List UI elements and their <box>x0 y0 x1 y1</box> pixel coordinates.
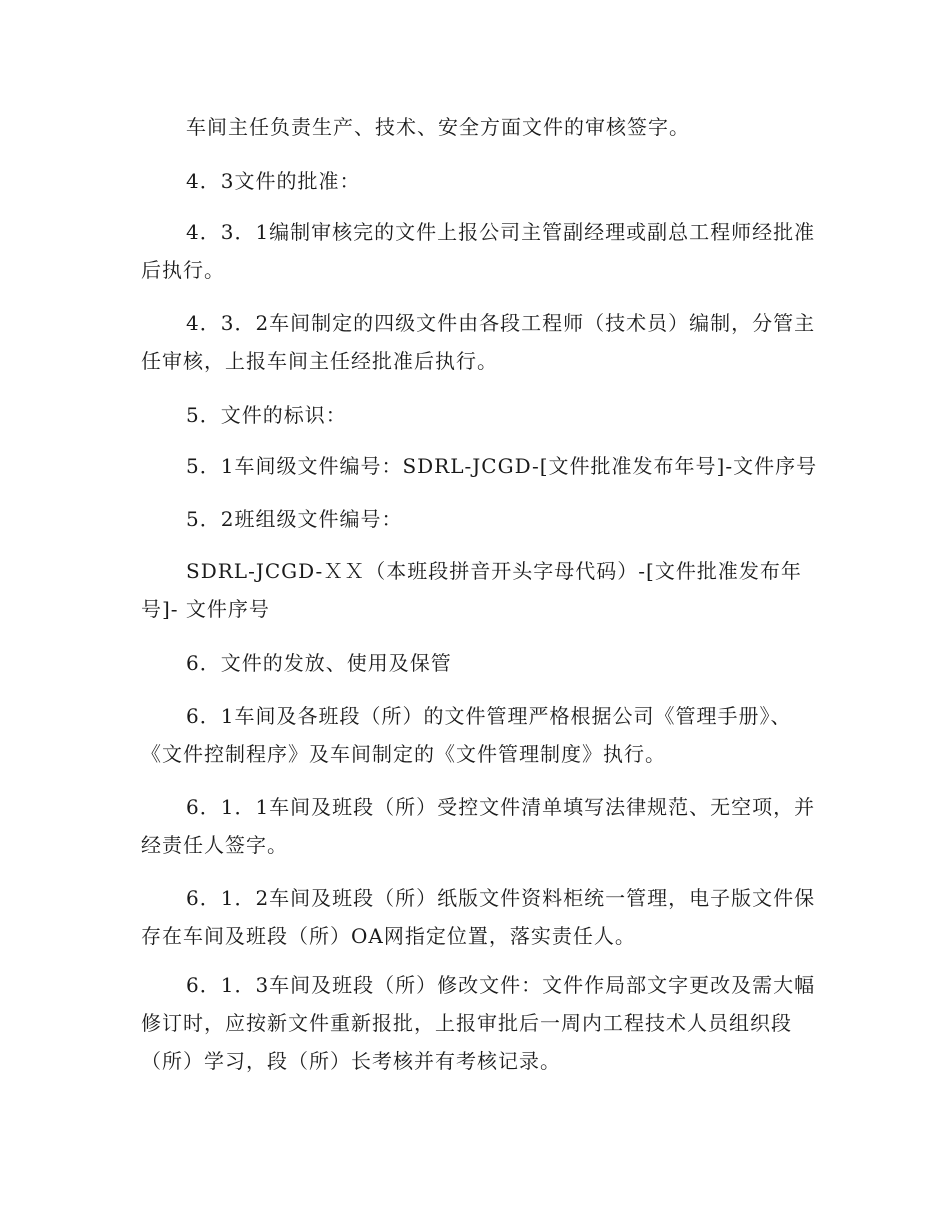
paragraph-6-1-3: 6．1．3车间及班段（所）修改文件：文件作局部文字更改及需大幅修订时，应按新文件重新报批，上报审批后一周内工程技术人员组织段（所）学习，段（所）长考核并有考核记录。 <box>141 973 816 1073</box>
paragraph-6-1-2: 6．1．2车间及班段（所）纸版文件资料柜统一管理，电子版文件保存在车间及班段（所）OA网指定位置，落实责任人。 <box>141 886 816 948</box>
paragraph-4-3-2: 4．3．2车间制定的四级文件由各段工程师（技术员）编制，分管主任审核，上报车间主任经批准后执行。 <box>141 311 816 373</box>
paragraph-4-3-1: 4．3．1编制审核完的文件上报公司主管副经理或副总工程师经批准后执行。 <box>141 220 816 282</box>
paragraph-6-1: 6．1车间及各班段（所）的文件管理严格根据公司《管理手册》、《文件控制程序》及车间制定的《文件管理制度》执行。 <box>141 704 792 766</box>
heading-6-distribution: 6．文件的发放、使用及保管 <box>186 651 452 675</box>
paragraph-6-1-1: 6．1．1车间及班段（所）受控文件清单填写法律规范、无空项，并经责任人签字。 <box>141 795 816 857</box>
paragraph-review-signature: 车间主任负责生产、技术、安全方面文件的审核签字。 <box>186 115 690 139</box>
paragraph-5-1: 5．1车间级文件编号：SDRL-JCGD-[文件批准发布年号]-文件序号 <box>186 454 818 478</box>
paragraph-5-2-code: SDRL-JCGD-ＸＸ（本班段拼音开头字母代码）-[文件批准发布年号]- 文件序号 <box>141 559 802 621</box>
heading-4-3-approval: 4．3文件的批准： <box>186 169 361 193</box>
paragraph-5-2: 5．2班组级文件编号： <box>186 507 403 531</box>
heading-5-identification: 5．文件的标识： <box>186 403 347 427</box>
